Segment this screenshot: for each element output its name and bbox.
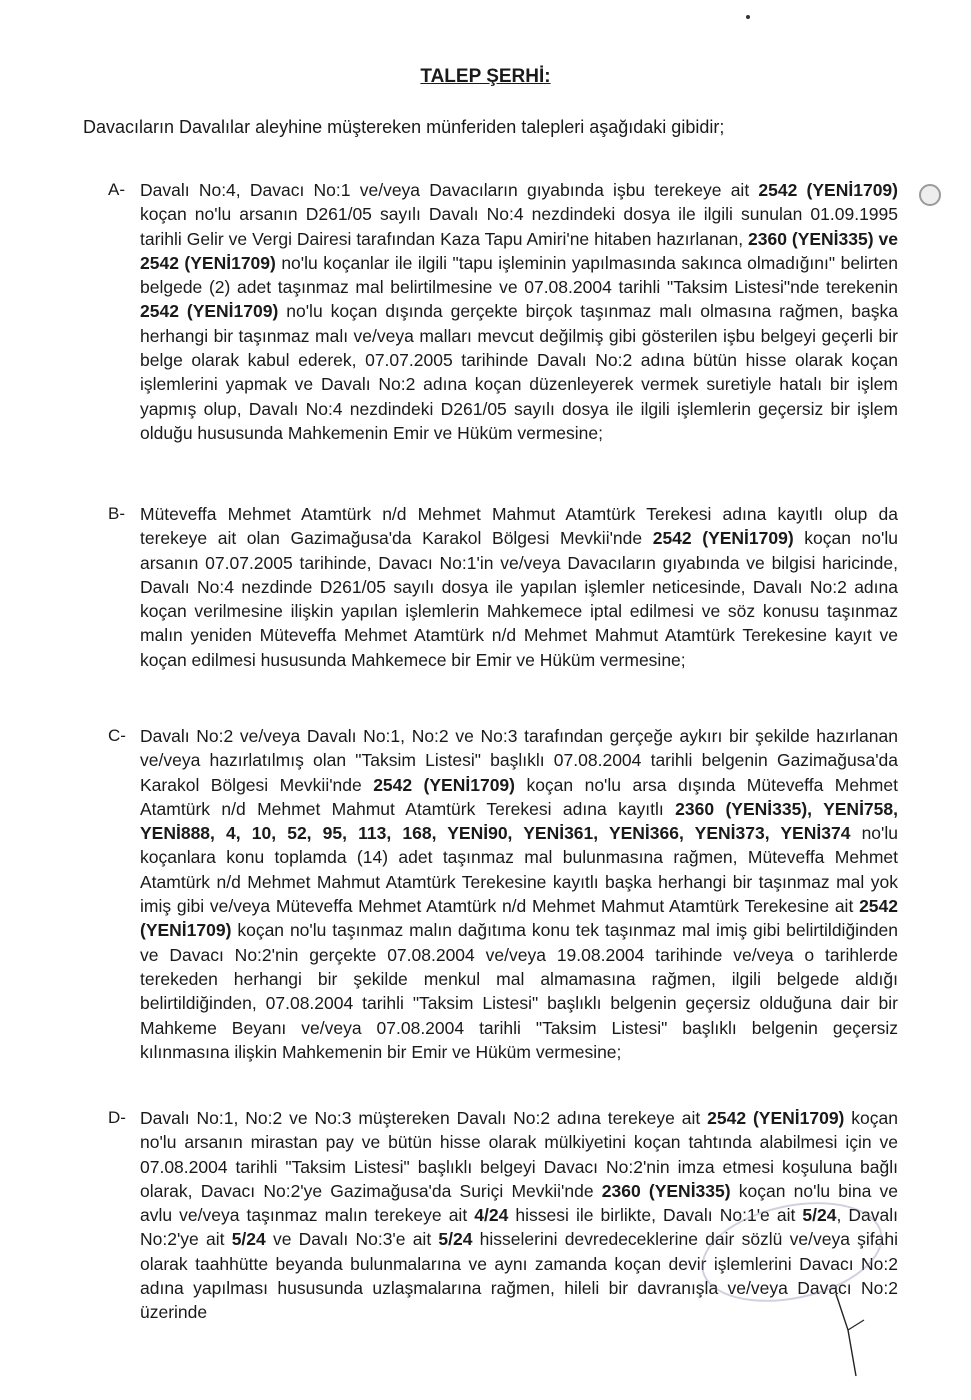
text-segment: Davalı No:4, Davacı No:1 ve/veya Davacıların gıyabında işbu terekeye ait: [140, 180, 759, 200]
text-segment: koçan no'lu arsa dışında Müteveffa Mehmet Atamtürk n/d Mehmet Mahmut Atamtürk Terekesi adına kayıtlı: [140, 774, 898, 819]
bold-reference: 5/24: [802, 1205, 837, 1226]
item-body: [140, 502, 898, 672]
intro-paragraph: Davacıların Davalılar aleyhine müştereken münferiden talepleri aşağıdaki gibidir;: [83, 117, 725, 137]
text-segment: koçan no'lu arsanın D261/05 sayılı Davalı No:4 nezdindeki dosya ile ilgili sunulan 01.09.1995 tarihli Gelir ve Vergi Dairesi tarafından Kaza Tapu Amiri'ne hitaben hazırlanan,: [140, 204, 898, 249]
text-segment: ve Davalı No:3'e ait: [265, 1229, 439, 1250]
bold-reference: 2542 (YENİ1709): [652, 528, 794, 549]
bold-reference: 2542 (YENİ1709): [707, 1108, 845, 1128]
bold-reference: 2542 (YENİ1709): [140, 896, 898, 941]
text-segment: koçan no'lu taşınmaz malın dağıtıma konu tek taşınmaz mal imiş gibi belirtildiğinden ve Davacı No:2'nin gerçekte 07.08.2004 ve/veya 19.08.2004 tarihinde ve/veya o tarihlerde terekeden herhangi bir şekilde menkul mal almamasına rağmen, ilgili belgede aldığı belirtildiğinden, 07.08.2004 tarihli "Taksim Listesi" başlıklı belgenin geçersiz olduğuna dair bir Mahkeme Beyanı ve/veya 07.08.2004 tarihli "Taksim Listesi" başlıklı belgenin geçersiz kılınmasına ilişkin Mahkemenin bir Emir ve Hüküm vermesine;: [140, 920, 898, 1062]
text-segment: koçan no'lu bina ve avlu ve/veya taşınmaz malın terekeye ait: [140, 1180, 898, 1226]
item-letter: B-: [108, 504, 125, 523]
text-segment: , Davalı No:2'ye ait: [140, 1205, 899, 1250]
text-segment: no'lu koçan dışında gerçekte birçok taşınmaz malı olmasına rağmen, başka herhangi bir taşınmaz malı ve/veya malları mevcut değilmiş gibi gösterilen işbu belgeyi geçerli bir belge olarak kabul ederek, 07.07.2005 tarihinde Davalı No:2 adına bütün hisse olarak koçan işlemlerini yapmak ve Davalı No:2 adına koçan düzenleyerek vermek suretiyle hatalı bir işlem yapmış olup, Davalı No:4 nezdindeki D261/05 sayılı dosya ile ilgili işlemlerin geçersiz bir işlem olduğu hususunda Mahkemenin Emir ve Hüküm vermesine;: [140, 301, 898, 443]
item-body: [140, 724, 898, 1064]
text-segment: no'lu koçanlar ile ilgili "tapu işleminin yapılmasında sakınca olmadığını" belirten belgede (2) adet taşınmaz mal belirtilmesine ve 07.08.2004 tarihli "Taksim Listesi"nde terekenin: [140, 252, 898, 298]
item-letter: C-: [108, 726, 126, 745]
text-segment: no'lu koçanlara konu toplamda (14) adet taşınmaz mal bulunmasına rağmen, Müteveffa Mehmet Atamtürk n/d Mehmet Mahmut Atamtürk Terekesine kayıtlı başka herhangi bir taşınmaz mal yok imiş gibi ve/veya Müteveffa Mehmet Atamtürk n/d Mehmet Mahmut Atamtürk Terekesine ait: [140, 823, 898, 917]
bold-reference: 2542 (YENİ1709): [758, 180, 898, 200]
text-segment: hisselerini devredeceklerine dair sözlü ve/veya şifahi olarak taahhütte beyanda bulunmalarına ve aynı zamanda koçan devir işlemlerini Davacı No:2 adına yapılması hususunda uzlaşmalarına rağmen, hileli bir davranışla ve/veya Davacı No:2 üzerinde: [140, 1229, 898, 1323]
bold-reference: 2360 (YENİ335) ve 2542 (YENİ1709): [140, 228, 898, 273]
bold-reference: 5/24: [231, 1229, 266, 1250]
ink-dot: [746, 15, 750, 19]
bold-reference: 2542 (YENİ1709): [373, 774, 515, 795]
text-segment: koçan no'lu arsanın 07.07.2005 tarihinde, Davacı No:1'in ve/veya Davacıların gıyabında ve bilgisi haricinde, Davalı No:4 nezdinde D261/05 sayılı dosya ile yapılan işlemler neticesinde, Davalı No:2 adına koçan verilmesine ilişkin yapılan işlemlerin Mahkemece iptal edilmesi ve söz konusu taşınmaz malın yeniden Müteveffa Mehmet Atamtürk n/d Mehmet Mahmut Atamtürk Terekesine kayıt ve koçan edilmesi hususunda Mahkemece bir Emir ve Hüküm vermesine;: [140, 528, 898, 670]
hole-punch-icon: [919, 184, 941, 206]
text-segment: hissesi ile birlikte, Davalı No:1'e ait: [508, 1205, 803, 1226]
item-letter: D-: [108, 1108, 126, 1127]
bold-reference: 4/24: [474, 1205, 509, 1226]
bold-reference: 2360 (YENİ335), YENİ758, YENİ888, 4, 10, 52, 95, 113, 168, YENİ90, YENİ361, YENİ366, YENİ373, YENİ374: [140, 798, 898, 844]
bold-reference: 2360 (YENİ335): [601, 1180, 731, 1201]
bold-reference: 5/24: [438, 1229, 473, 1250]
text-segment: koçan no'lu arsanın mirastan pay ve bütün hisse olarak mülkiyetini koçan tahtında alabilmesi için ve 07.08.2004 tarihli "Taksim Listesi" başlıklı belgeyi Davacı No:2'nin imza etmesi koşuluna bağlı olarak, Davacı No:2'ye Gazimağusa'da Suriçi Mevkii'nde: [140, 1108, 898, 1201]
signature-mark: [830, 1290, 870, 1380]
text-segment: Müteveffa Mehmet Atamtürk n/d Mehmet Mahmut Atamtürk Terekesi adına kayıtlı olup da terekeye ait olan Gazimağusa'da Karakol Bölgesi Mevkii'nde: [140, 504, 898, 549]
item-letter: A-: [108, 180, 125, 199]
text-segment: Davalı No:2 ve/veya Davalı No:1, No:2 ve No:3 tarafından gerçeğe aykırı bir şekilde hazırlanan ve/veya hazırlatılmış olan "Taksim Listesi" başlıklı 07.08.2004 tarihli belgenin Gazimağusa'da Karakol Bölgesi Mevkii'nde: [140, 726, 898, 795]
text-segment: Davalı No:1, No:2 ve No:3 müştereken Davalı No:2 adına terekeye ait: [140, 1108, 708, 1128]
item-body: [140, 178, 898, 445]
bold-reference: 2542 (YENİ1709): [140, 301, 279, 322]
document-title: TALEP ŞERHİ:: [420, 66, 551, 87]
